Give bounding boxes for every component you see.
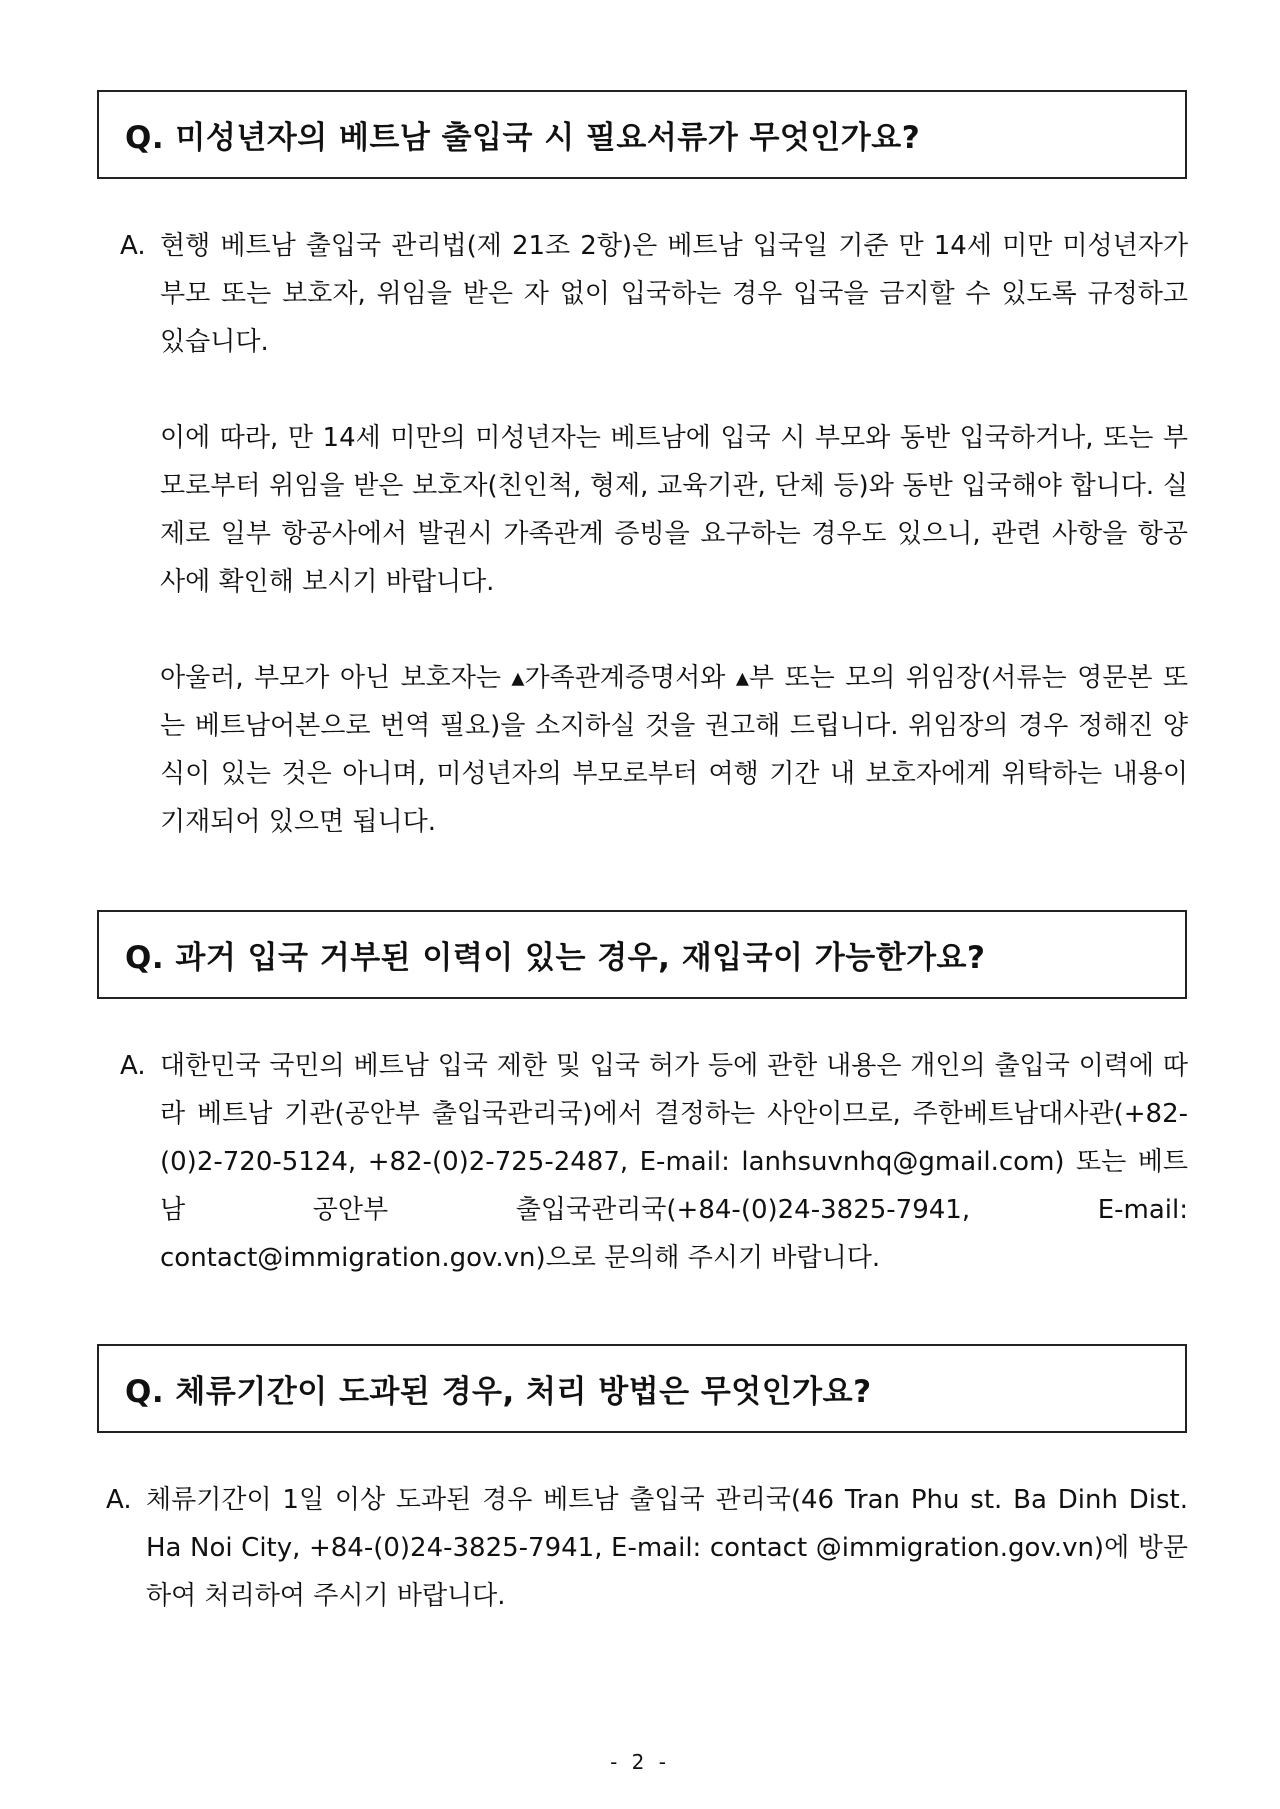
- answer-2: [120, 1042, 1188, 1282]
- question-2-heading: Q. 과거 입국 거부된 이력이 있는 경우, 재입국이 가능한가요?: [125, 940, 986, 976]
- question-box-2: [97, 910, 1187, 999]
- answer-3: [106, 1476, 1188, 1620]
- answer-2-prefix: A.: [120, 1051, 146, 1081]
- question-box-3: [97, 1344, 1187, 1433]
- page-number: - 2 -: [610, 1750, 670, 1774]
- answer-1-paragraph-2: 이에 따라, 만 14세 미만의 미성년자는 베트남에 입국 시 부모와 동반 입국하거나, 또는 부모로부터 위임을 받은 보호자(친인척, 형제, 교육기관, 단체 등)와 동반 입국해야 합니다. 실제로 일부 항공사에서 발권시 가족관계 증빙을 요구하는 경우도 있으니, 관련 사항을 항공사에 확인해 보시기 바랍니다.: [160, 423, 1188, 597]
- answer-1-paragraph-1: 현행 베트남 출입국 관리법(제 21조 2항)은 베트남 입국일 기준 만 14세 미만 미성년자가 부모 또는 보호자, 위임을 받은 자 없이 입국하는 경우 입국을 금지할 수 있도록 규정하고 있습니다.: [160, 231, 1188, 357]
- answer-1: [120, 222, 1188, 846]
- answer-1-prefix: A.: [120, 231, 146, 261]
- question-box-1: [97, 90, 1187, 179]
- answer-2-paragraph-1: 대한민국 국민의 베트남 입국 제한 및 입국 허가 등에 관한 내용은 개인의 출입국 이력에 따라 베트남 기관(공안부 출입국관리국)에서 결정하는 사안이므로, 주한베트남대사관(+82-(0)2-720-5124, +82-(0)2-725-2487, E-mail: lanhsuvnhq@gmail.com) 또는 베트남 공안부 출입국관리국(+84-(0)24-3825-7941, E-mail: contact@immigration.gov.vn)으로 문의해 주시기 바랍니다.: [160, 1051, 1188, 1273]
- answer-1-paragraph-3: 아울러, 부모가 아닌 보호자는 ▴가족관계증명서와 ▴부 또는 모의 위임장(서류는 영문본 또는 베트남어본으로 번역 필요)을 소지하실 것을 권고해 드립니다. 위임장의 경우 정해진 양식이 있는 것은 아니며, 미성년자의 부모로부터 여행 기간 내 보호자에게 위탁하는 내용이 기재되어 있으면 됩니다.: [160, 663, 1188, 837]
- answer-3-prefix: A.: [106, 1485, 132, 1515]
- question-3-heading: Q. 체류기간이 도과된 경우, 처리 방법은 무엇인가요?: [125, 1374, 872, 1410]
- answer-3-paragraph-1: 체류기간이 1일 이상 도과된 경우 베트남 출입국 관리국(46 Tran Phu st. Ba Dinh Dist. Ha Noi City, +84-(0)24-3825-7941, E-mail: contact @immigration.gov.vn)에 방문하여 처리하여 주시기 바랍니다.: [146, 1485, 1188, 1611]
- question-1-heading: Q. 미성년자의 베트남 출입국 시 필요서류가 무엇인가요?: [125, 120, 921, 156]
